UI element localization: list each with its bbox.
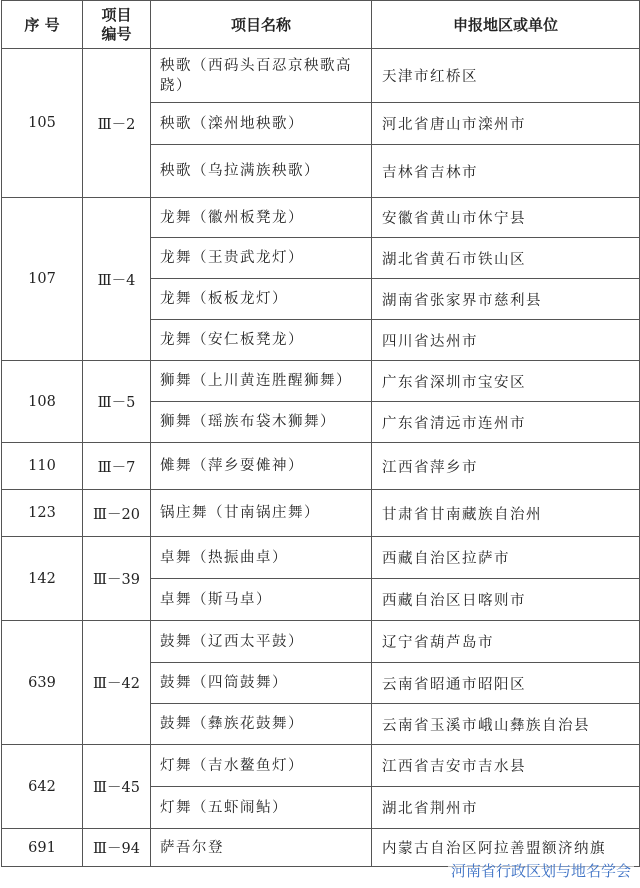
cell-name: 萨吾尔登 xyxy=(151,829,372,867)
cell-code: Ⅲ－7 xyxy=(83,443,151,490)
cell-region: 安徽省黄山市休宁县 xyxy=(372,198,640,238)
cell-num: 691 xyxy=(2,829,83,867)
cell-code: Ⅲ－42 xyxy=(83,621,151,745)
cell-name: 傩舞（萍乡耍傩神） xyxy=(151,443,372,490)
header-code xyxy=(83,1,151,49)
cell-region: 湖南省张家界市慈利县 xyxy=(372,279,640,320)
cell-region: 天津市红桥区 xyxy=(372,49,640,103)
cell-region: 江西省吉安市吉水县 xyxy=(372,745,640,787)
table-row xyxy=(2,198,640,238)
cell-name: 鼓舞（辽西太平鼓） xyxy=(151,621,372,663)
cell-name: 鼓舞（四筒鼓舞） xyxy=(151,663,372,704)
cell-region: 湖北省黄石市铁山区 xyxy=(372,238,640,279)
cell-code: Ⅲ－4 xyxy=(83,198,151,361)
cell-region: 吉林省吉林市 xyxy=(372,145,640,198)
header-num: 序 号 xyxy=(2,1,83,49)
cell-name: 龙舞（板板龙灯） xyxy=(151,279,372,320)
cell-num: 142 xyxy=(2,537,83,621)
header-name: 项目名称 xyxy=(151,1,372,49)
table-row xyxy=(2,621,640,663)
cell-region: 云南省昭通市昭阳区 xyxy=(372,663,640,704)
cell-name: 狮舞（瑶族布袋木狮舞） xyxy=(151,402,372,443)
cell-code: Ⅲ－20 xyxy=(83,490,151,537)
cell-region: 云南省玉溪市峨山彝族自治县 xyxy=(372,704,640,745)
heritage-table xyxy=(1,0,640,867)
cell-num: 107 xyxy=(2,198,83,361)
cell-name: 鼓舞（彝族花鼓舞） xyxy=(151,704,372,745)
cell-name: 秧歌（乌拉满族秧歌） xyxy=(151,145,372,198)
table-row xyxy=(2,361,640,402)
cell-name: 龙舞（安仁板凳龙） xyxy=(151,320,372,361)
table-body xyxy=(2,49,640,867)
table-row xyxy=(2,745,640,787)
table-row xyxy=(2,443,640,490)
cell-region: 江西省萍乡市 xyxy=(372,443,640,490)
header-row xyxy=(2,1,640,49)
cell-region: 河北省唐山市滦州市 xyxy=(372,103,640,145)
table-row xyxy=(2,490,640,537)
cell-name: 灯舞（五虾闹鲇） xyxy=(151,787,372,829)
cell-num: 123 xyxy=(2,490,83,537)
cell-num: 110 xyxy=(2,443,83,490)
cell-region: 西藏自治区拉萨市 xyxy=(372,537,640,579)
cell-code: Ⅲ－5 xyxy=(83,361,151,443)
cell-name: 锅庄舞（甘南锅庄舞） xyxy=(151,490,372,537)
table-row xyxy=(2,49,640,103)
cell-name: 秧歌（西码头百忍京秧歌高跷） xyxy=(151,49,372,103)
cell-region: 西藏自治区日喀则市 xyxy=(372,579,640,621)
cell-code: Ⅲ－2 xyxy=(83,49,151,198)
cell-num: 639 xyxy=(2,621,83,745)
cell-name: 狮舞（上川黄连胜醒狮舞） xyxy=(151,361,372,402)
cell-name: 龙舞（徽州板凳龙） xyxy=(151,198,372,238)
cell-code: Ⅲ－94 xyxy=(83,829,151,867)
cell-region: 广东省清远市连州市 xyxy=(372,402,640,443)
cell-name: 秧歌（滦州地秧歌） xyxy=(151,103,372,145)
cell-region: 辽宁省葫芦岛市 xyxy=(372,621,640,663)
cell-name: 卓舞（热振曲卓） xyxy=(151,537,372,579)
header-code-line1: 项目 xyxy=(101,5,132,24)
cell-region: 内蒙古自治区阿拉善盟额济纳旗 xyxy=(372,829,640,867)
cell-region: 四川省达州市 xyxy=(372,320,640,361)
cell-name: 龙舞（王贵武龙灯） xyxy=(151,238,372,279)
cell-num: 108 xyxy=(2,361,83,443)
cell-name: 卓舞（斯马卓） xyxy=(151,579,372,621)
cell-region: 湖北省荆州市 xyxy=(372,787,640,829)
cell-code: Ⅲ－45 xyxy=(83,745,151,829)
header-code-line2: 编号 xyxy=(101,24,132,43)
cell-code: Ⅲ－39 xyxy=(83,537,151,621)
cell-region: 甘肃省甘南藏族自治州 xyxy=(372,490,640,537)
cell-region: 广东省深圳市宝安区 xyxy=(372,361,640,402)
cell-name: 灯舞（吉水鳌鱼灯） xyxy=(151,745,372,787)
cell-num: 105 xyxy=(2,49,83,198)
header-region: 申报地区或单位 xyxy=(372,1,640,49)
cell-num: 642 xyxy=(2,745,83,829)
watermark: 河南省行政区划与地名学会 xyxy=(448,859,634,882)
table-row xyxy=(2,537,640,579)
